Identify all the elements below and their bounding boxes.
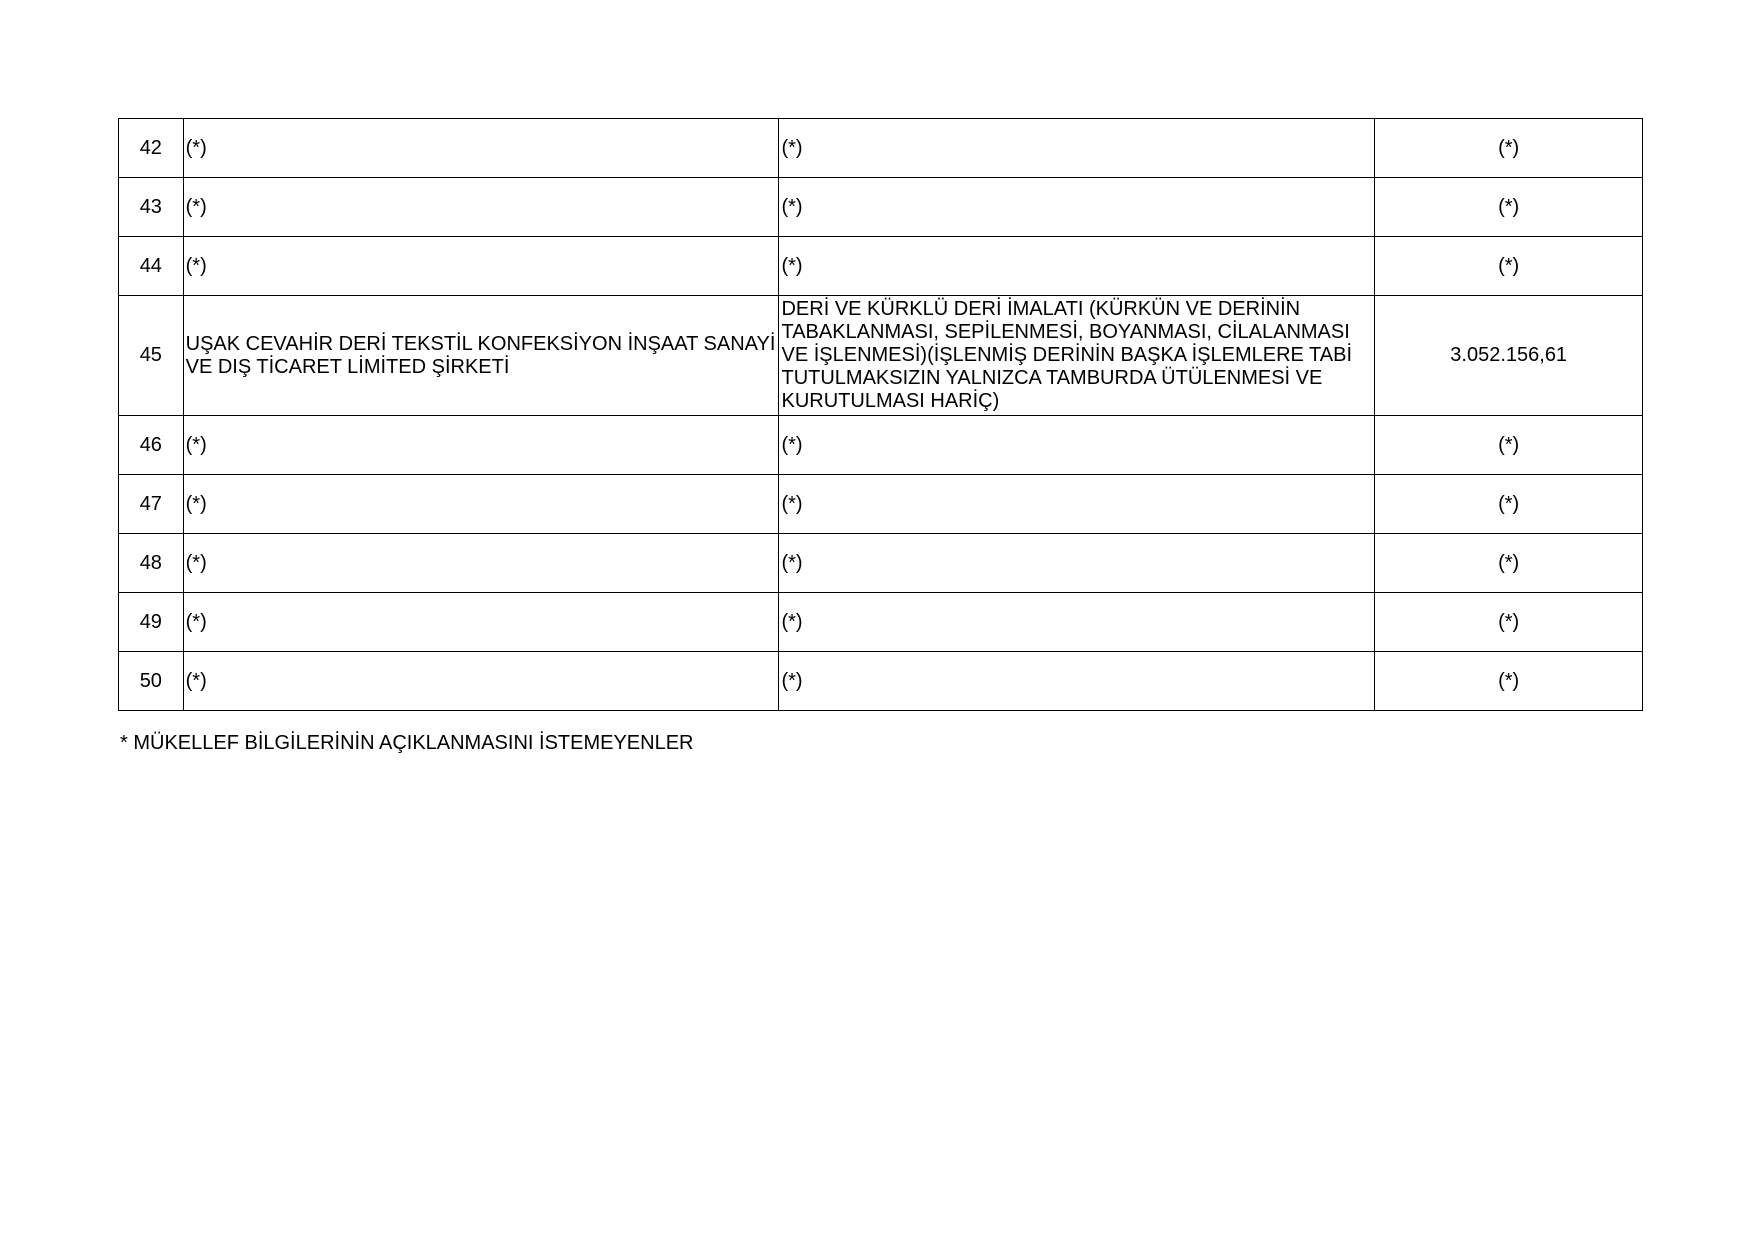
amount: (*): [1375, 652, 1643, 711]
taxpayer-name: (*): [183, 593, 779, 652]
activity: (*): [779, 593, 1375, 652]
table-row: [119, 296, 1643, 416]
activity: DERİ VE KÜRKLÜ DERİ İMALATI (KÜRKÜN VE DERİNİN TABAKLANMASI, SEPİLENMESİ, BOYANMASI, CİLALANMASI VE İŞLENMESİ)(İŞLENMİŞ DERİNİN BAŞKA İŞLEMLERE TABİ TUTULMAKSIZIN YALNIZCA TAMBURDA ÜTÜLENMESİ VE KURUTULMASI HARİÇ): [779, 296, 1375, 416]
amount: (*): [1375, 416, 1643, 475]
amount: (*): [1375, 534, 1643, 593]
row-number: 49: [119, 593, 184, 652]
amount: (*): [1375, 237, 1643, 296]
taxpayer-name: (*): [183, 237, 779, 296]
taxpayer-name: (*): [183, 416, 779, 475]
activity: (*): [779, 237, 1375, 296]
row-number: 42: [119, 119, 184, 178]
activity: (*): [779, 534, 1375, 593]
taxpayer-name: (*): [183, 178, 779, 237]
activity: (*): [779, 119, 1375, 178]
amount: (*): [1375, 593, 1643, 652]
table-row: [119, 119, 1643, 178]
amount: (*): [1375, 475, 1643, 534]
row-number: 48: [119, 534, 184, 593]
amount: (*): [1375, 119, 1643, 178]
footnote: * MÜKELLEF BİLGİLERİNİN AÇIKLANMASINI İSTEMEYENLER: [120, 732, 694, 754]
row-number: 43: [119, 178, 184, 237]
table-row: [119, 237, 1643, 296]
row-number: 47: [119, 475, 184, 534]
table-row: [119, 416, 1643, 475]
taxpayer-name: UŞAK CEVAHİR DERİ TEKSTİL KONFEKSİYON İNŞAAT SANAYİ VE DIŞ TİCARET LİMİTED ŞİRKETİ: [183, 296, 779, 416]
activity: (*): [779, 178, 1375, 237]
activity: (*): [779, 416, 1375, 475]
taxpayer-name: (*): [183, 119, 779, 178]
row-number: 45: [119, 296, 184, 416]
table-row: [119, 534, 1643, 593]
table-row: [119, 593, 1643, 652]
table-row: [119, 178, 1643, 237]
row-number: 50: [119, 652, 184, 711]
amount: (*): [1375, 178, 1643, 237]
row-number: 46: [119, 416, 184, 475]
taxpayer-name: (*): [183, 652, 779, 711]
activity: (*): [779, 475, 1375, 534]
activity: (*): [779, 652, 1375, 711]
taxpayer-name: (*): [183, 534, 779, 593]
row-number: 44: [119, 237, 184, 296]
amount: 3.052.156,61: [1375, 296, 1643, 416]
table-row: [119, 652, 1643, 711]
taxpayer-table: [118, 118, 1643, 711]
taxpayer-name: (*): [183, 475, 779, 534]
table-row: [119, 475, 1643, 534]
